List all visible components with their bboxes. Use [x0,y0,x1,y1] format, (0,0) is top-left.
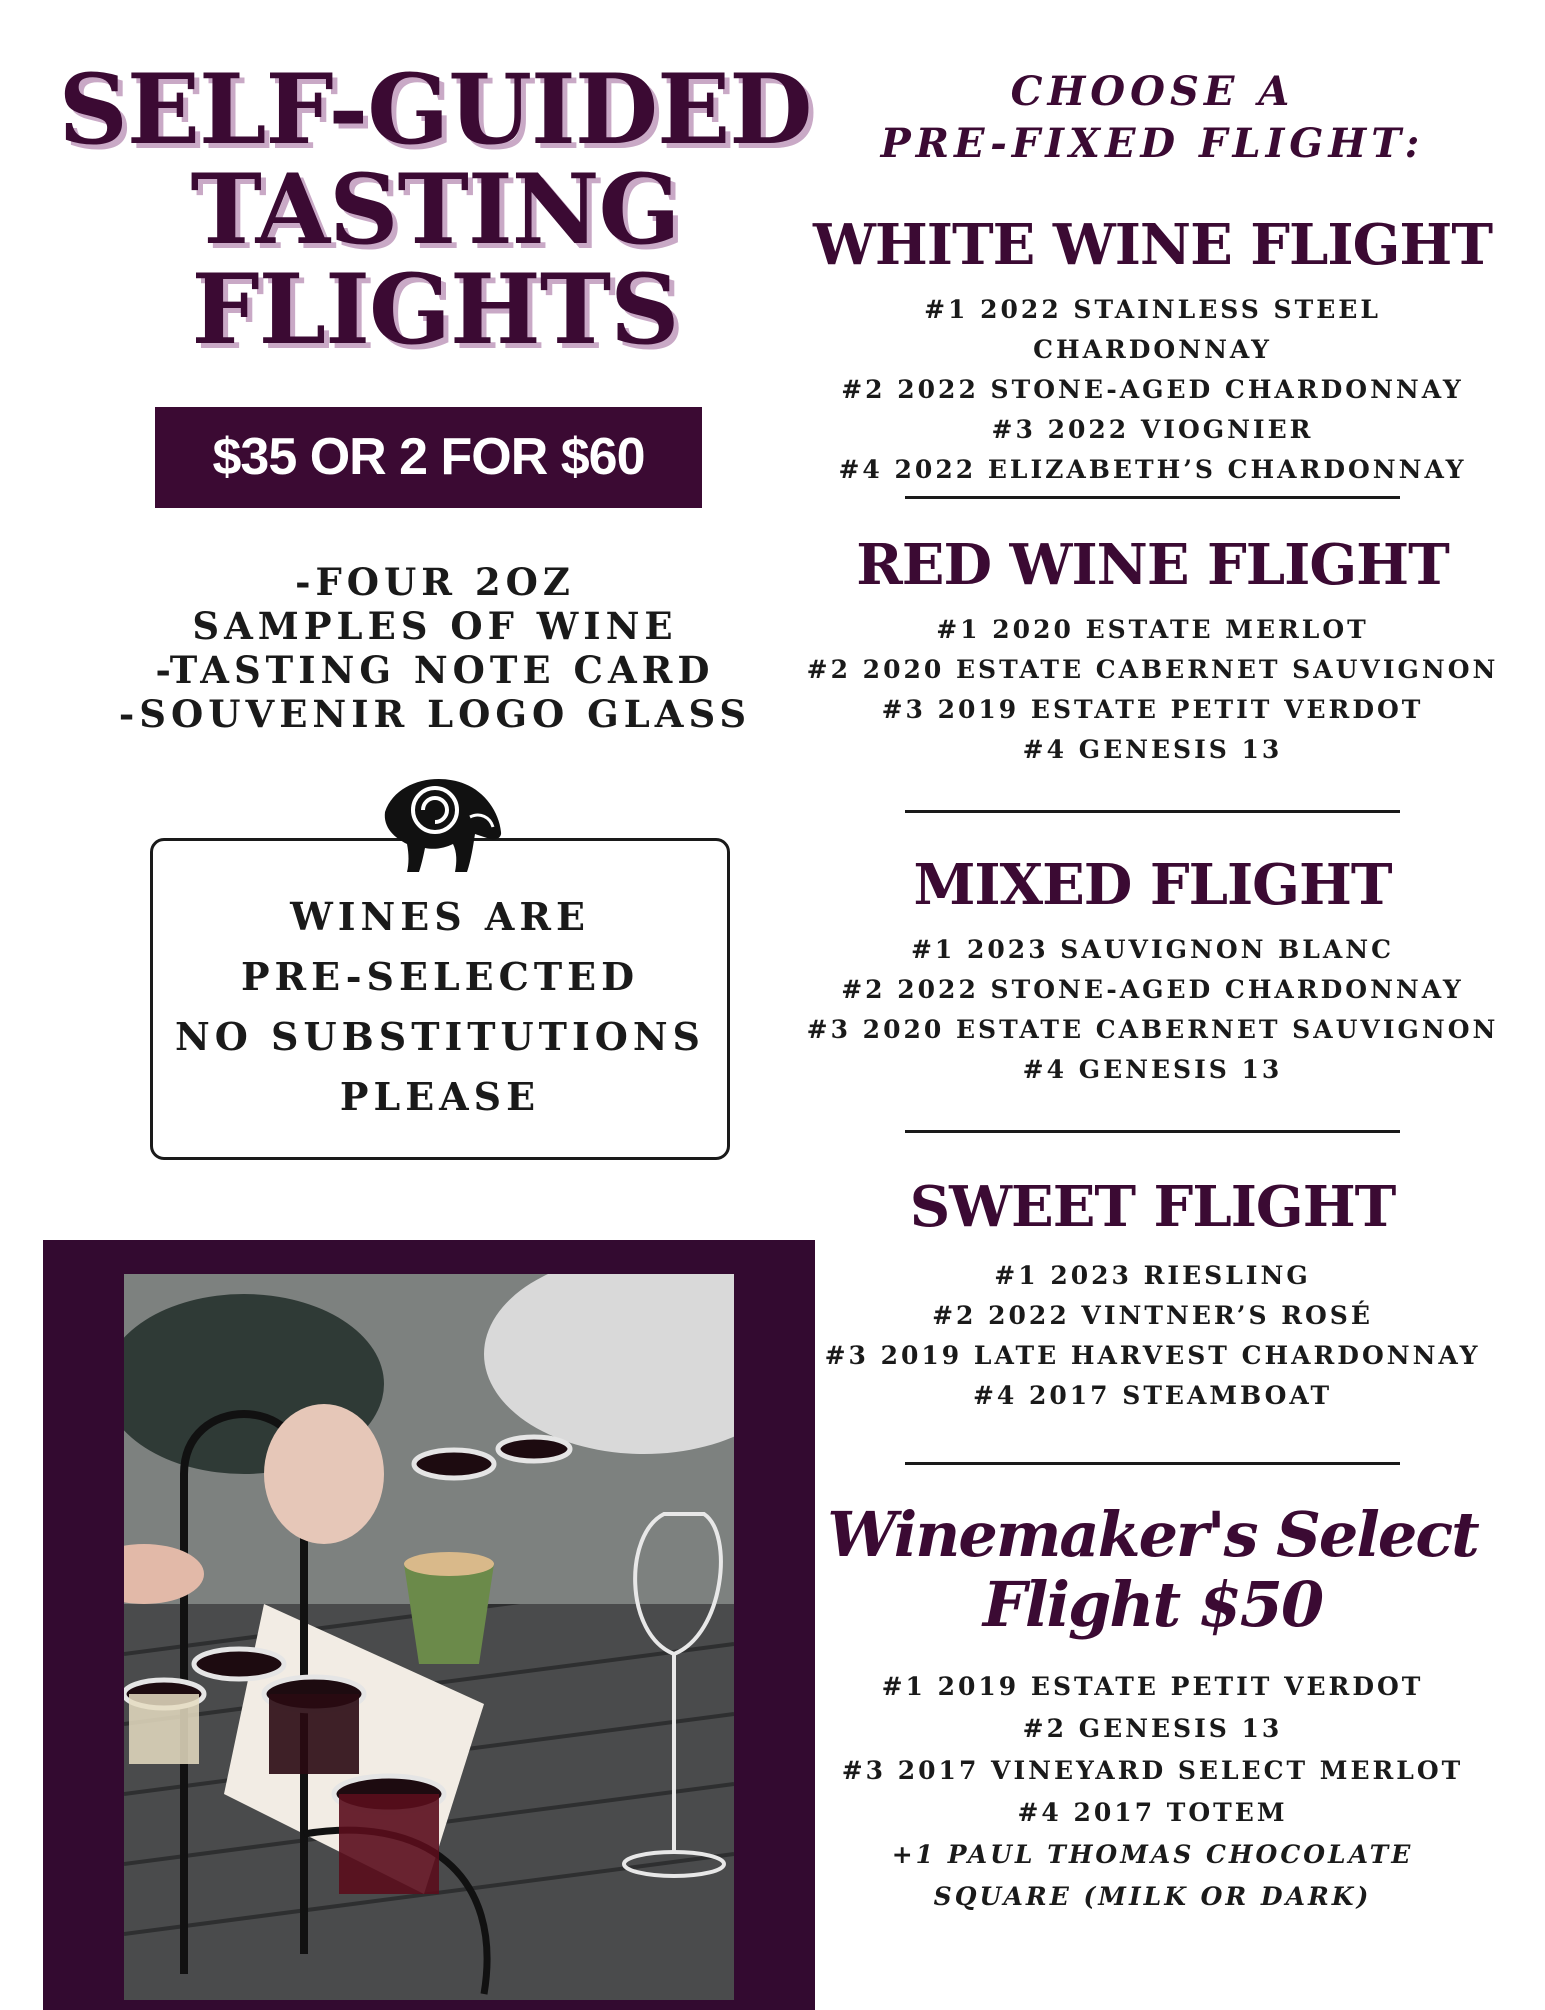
tasting-flight-illustration [124,1274,734,2000]
flight-item: #2 GENESIS 13 [1022,1714,1283,1743]
flight-item: #2 2022 STONE-AGED CHARDONNAY [841,975,1464,1004]
flight-item: #1 2020 ESTATE MERLOT [936,615,1369,644]
flight-title: SWEET FLIGHT [909,1174,1396,1240]
divider [905,496,1400,499]
flight-item: #3 2017 VINEYARD SELECT MERLOT [841,1756,1464,1785]
notice-line: PRE-SELECTED [240,954,640,999]
flight-item: #1 2019 ESTATE PETIT VERDOT [881,1672,1424,1701]
flight-item: #1 2022 STAINLESS STEEL CHARDONNAY [924,295,1381,364]
winemaker-title-line-1: Winemaker's Select [827,1498,1478,1571]
flight-item: #2 2022 STONE-AGED CHARDONNAY [841,375,1464,404]
flight-item: #4 2022 ELIZABETH’S CHARDONNAY [838,455,1467,484]
flight-title: MIXED FLIGHT [913,852,1392,918]
notice-line: NO SUBSTITUTIONS [174,1014,705,1059]
mixed-flight [800,850,1505,1090]
flight-item: #4 2017 TOTEM [1017,1798,1288,1827]
notice-box [150,838,730,1160]
notice-line: PLEASE [339,1074,541,1119]
notice-line: WINES ARE [290,894,590,939]
flight-extra: +1 PAUL THOMAS CHOCOLATE [891,1840,1414,1869]
includes-item: -FOUR 2OZ [295,560,575,604]
flight-items [800,1666,1505,1918]
red-wine-flight [800,530,1505,770]
includes-item: SAMPLES OF WINE [192,604,678,648]
flight-item: #3 2019 ESTATE PETIT VERDOT [881,695,1424,724]
white-wine-flight [800,210,1505,490]
flight-items [800,610,1505,770]
divider [905,1462,1400,1465]
flight-item: #3 2019 LATE HARVEST CHARDONNAY [824,1341,1481,1370]
flight-extra: SQUARE (MILK OR DARK) [933,1882,1372,1911]
flight-item: #4 GENESIS 13 [1022,735,1283,764]
flight-title: WHITE WINE FLIGHT [812,212,1493,278]
main-title-line-1: SELF-GUIDED [58,53,812,166]
main-title-line-3: FLIGHTS [191,253,679,366]
winemaker-title [800,1500,1505,1640]
includes-item: -SOUVENIR LOGO GLASS [118,692,752,736]
price-badge: $35 OR 2 FOR $60 [155,407,702,508]
main-title-line-2: TASTING [190,153,680,266]
flight-item: #1 2023 SAUVIGNON BLANC [910,935,1395,964]
includes-item: -TASTING NOTE CARD [155,648,715,692]
flight-items [800,290,1505,490]
divider [905,810,1400,813]
flight-items [800,930,1505,1090]
includes-list [100,560,770,736]
flight-item: #3 2020 ESTATE CABERNET SAUVIGNON [806,1015,1499,1044]
choose-line-2: PRE-FIXED FLIGHT: [880,120,1425,167]
flight-items [800,1256,1505,1416]
flight-item: #4 GENESIS 13 [1022,1055,1283,1084]
winemaker-select-flight [800,1500,1505,1918]
choose-line-1: CHOOSE A [1010,68,1295,115]
flight-title: RED WINE FLIGHT [856,532,1449,598]
tasting-flight-photo [124,1274,734,2000]
flight-item: #2 2020 ESTATE CABERNET SAUVIGNON [806,655,1499,684]
winemaker-title-line-2: Flight $50 [982,1568,1323,1641]
flight-item: #4 2017 STEAMBOAT [972,1381,1333,1410]
main-title [40,53,830,366]
flight-item: #2 2022 VINTNER’S ROSÉ [932,1301,1373,1330]
bear-logo-icon [375,772,505,877]
divider [905,1130,1400,1133]
sweet-flight [800,1172,1505,1416]
choose-heading [800,66,1505,170]
flight-item: #1 2023 RIESLING [994,1261,1311,1290]
flight-item: #3 2022 VIOGNIER [991,415,1314,444]
